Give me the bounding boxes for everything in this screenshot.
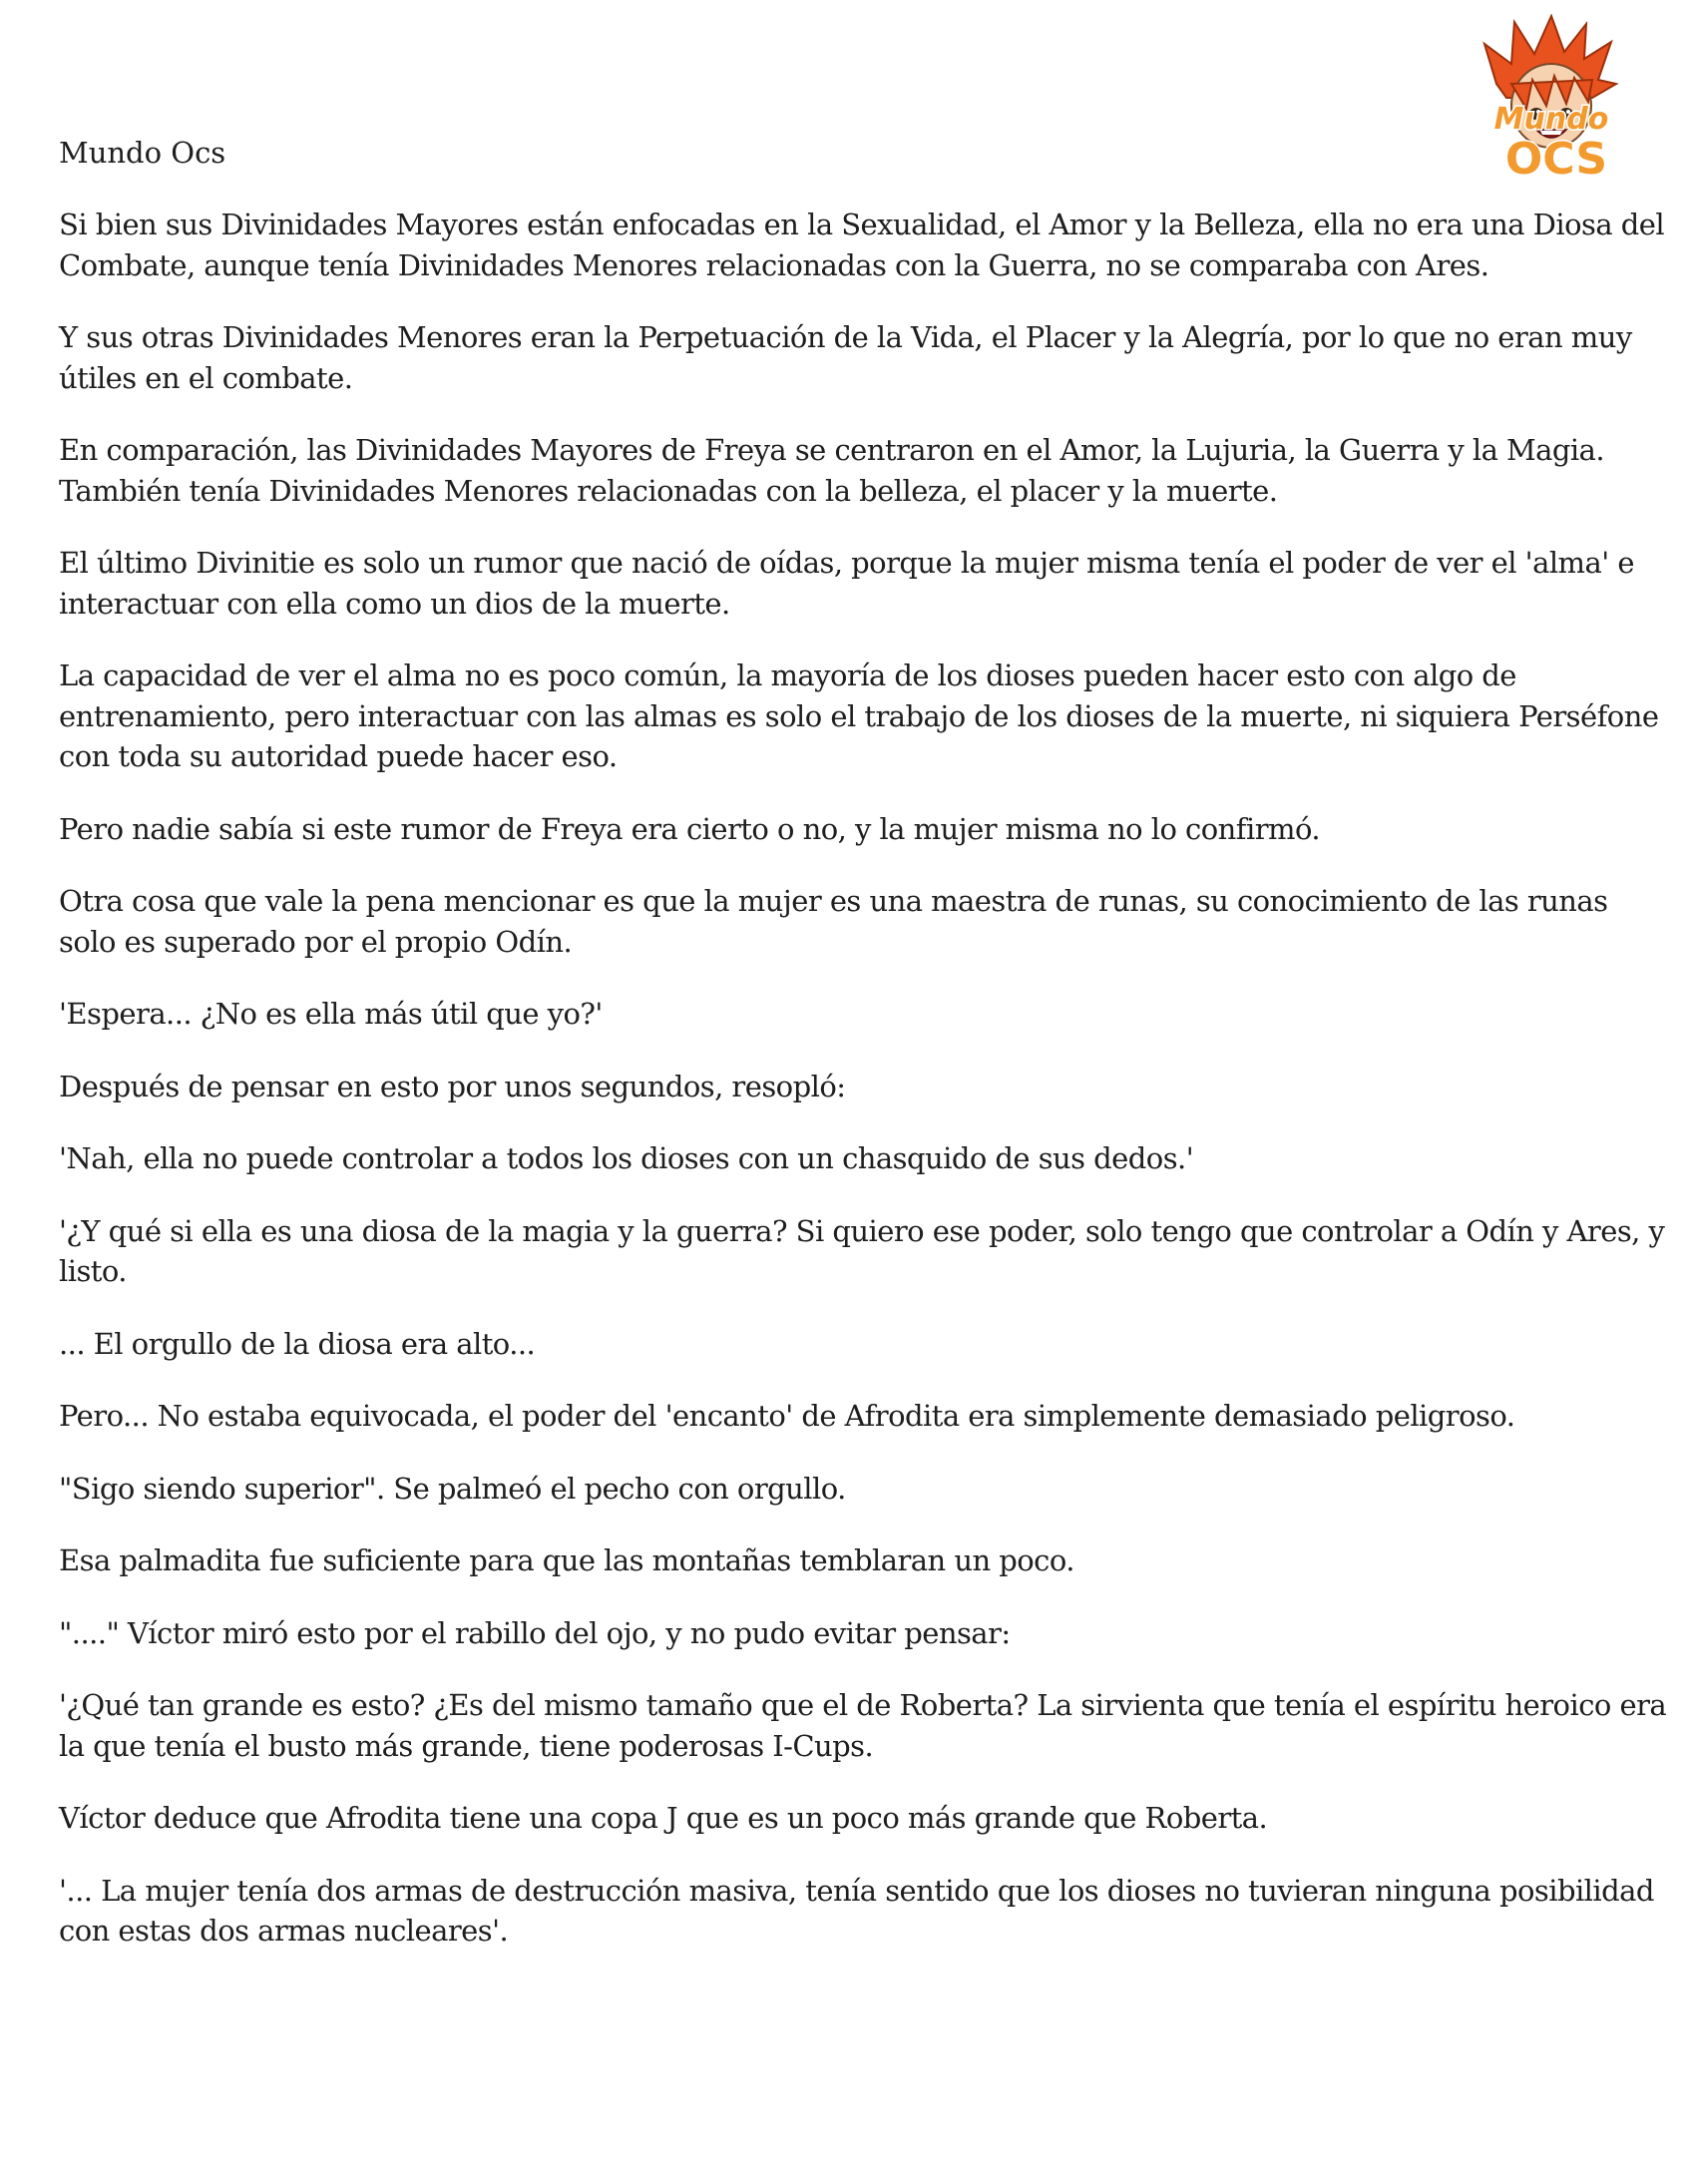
paragraph-line: '¿Qué tan grande es esto? ¿Es del mismo tamaño que el de Roberta? La sirvienta que tenía el espíritu heroico era	[59, 1688, 1667, 1722]
paragraph	[59, 1613, 1655, 1654]
paragraph-line: listo.	[59, 1254, 127, 1288]
paragraph-line: Y sus otras Divinidades Menores eran la Perpetuación de la Vida, el Placer y la Alegría, por lo que no eran muy	[59, 320, 1632, 354]
paragraph-line: 'Espera... ¿No es ella más útil que yo?'	[59, 997, 603, 1031]
paragraph-line: En comparación, las Divinidades Mayores de Freya se centraron en el Amor, la Lujuria, la Guerra y la Magia.	[59, 433, 1605, 467]
paragraph	[59, 1685, 1667, 1766]
paragraph-line: También tenía Divinidades Menores relacionadas con la belleza, el placer y la muerte.	[59, 473, 1278, 508]
paragraph	[59, 1396, 1655, 1437]
paragraph	[59, 543, 1655, 624]
paragraph-line: '¿Y qué si ella es una diosa de la magia y la guerra? Si quiero ese poder, solo tengo que controlar a Odín y Ares, y	[59, 1213, 1665, 1248]
paragraph	[59, 881, 1655, 962]
paragraph	[59, 1540, 1655, 1581]
paragraph-line: Combate, aunque tenía Divinidades Menores relacionadas con la Guerra, no se comparaba con Ares.	[59, 247, 1489, 282]
paragraph-line: útiles en el combate.	[59, 360, 353, 395]
mundo-ocs-logo-icon	[1467, 14, 1636, 189]
paragraph-line: la que tenía el busto más grande, tiene poderosas I-Cups.	[59, 1728, 874, 1763]
paragraph	[59, 809, 1655, 850]
paragraph-line: "...." Víctor miró esto por el rabillo del ojo, y no pudo evitar pensar:	[59, 1615, 1011, 1650]
paragraph	[59, 430, 1655, 511]
paragraph-line: Pero nadie sabía si este rumor de Freya era cierto o no, y la mujer misma no lo confirmó.	[59, 811, 1321, 846]
paragraph-line: ... El orgullo de la diosa era alto...	[59, 1326, 536, 1361]
paragraph-line: solo es superado por el propio Odín.	[59, 924, 573, 959]
paragraph	[59, 1324, 1655, 1365]
paragraph	[59, 994, 1655, 1035]
paragraph	[59, 655, 1659, 777]
paragraph-line: Después de pensar en esto por unos segundos, resopló:	[59, 1069, 846, 1103]
paragraph-line: Otra cosa que vale la pena mencionar es que la mujer es una maestra de runas, su conocimiento de las runas	[59, 884, 1608, 918]
paragraph-line: La capacidad de ver el alma no es poco común, la mayoría de los dioses pueden hacer esto con algo de	[59, 658, 1516, 692]
paragraph	[59, 1871, 1655, 1952]
document-header-title: Mundo Ocs	[59, 136, 226, 170]
paragraph-line: "Sigo siendo superior". Se palmeó el pecho con orgullo.	[59, 1471, 846, 1506]
paragraph-line: 'Nah, ella no puede controlar a todos los dioses con un chasquido de sus dedos.'	[59, 1141, 1194, 1175]
paragraph	[59, 1067, 1655, 1107]
paragraph	[59, 317, 1655, 398]
paragraph	[59, 1138, 1655, 1179]
paragraph-line: Pero... No estaba equivocada, el poder del 'encanto' de Afrodita era simplemente demasiado peligroso.	[59, 1399, 1515, 1433]
paragraph	[59, 205, 1665, 285]
paragraph-line: Si bien sus Divinidades Mayores están enfocadas en la Sexualidad, el Amor y la Belleza, ella no era una Diosa del	[59, 208, 1665, 241]
svg-text:OCS: OCS	[1504, 134, 1608, 185]
paragraph	[59, 1798, 1655, 1839]
paragraph-line: Víctor deduce que Afrodita tiene una copa J que es un poco más grande que Roberta.	[59, 1801, 1268, 1835]
paragraph-line: con estas dos armas nucleares'.	[59, 1914, 509, 1948]
paragraph	[59, 1469, 1655, 1510]
paragraph-line: El último Divinitie es solo un rumor que nació de oídas, porque la mujer misma tenía el poder de ver el 'alma' e	[59, 546, 1634, 580]
paragraph-line: '... La mujer tenía dos armas de destrucción masiva, tenía sentido que los dioses no tuvieran ninguna posibilidad	[59, 1873, 1654, 1908]
paragraph-line: con toda su autoridad puede hacer eso.	[59, 739, 618, 773]
paragraph-line: Esa palmadita fue suficiente para que las montañas temblaran un poco.	[59, 1543, 1074, 1577]
paragraph	[59, 1211, 1665, 1292]
svg-text:Mundo: Mundo	[1493, 102, 1609, 137]
document-body	[59, 205, 1667, 1983]
paragraph-line: interactuar con ella como un dios de la muerte.	[59, 586, 730, 621]
paragraph-line: entrenamiento, pero interactuar con las almas es solo el trabajo de los dioses de la muerte, ni siquiera Perséfone	[59, 698, 1659, 733]
